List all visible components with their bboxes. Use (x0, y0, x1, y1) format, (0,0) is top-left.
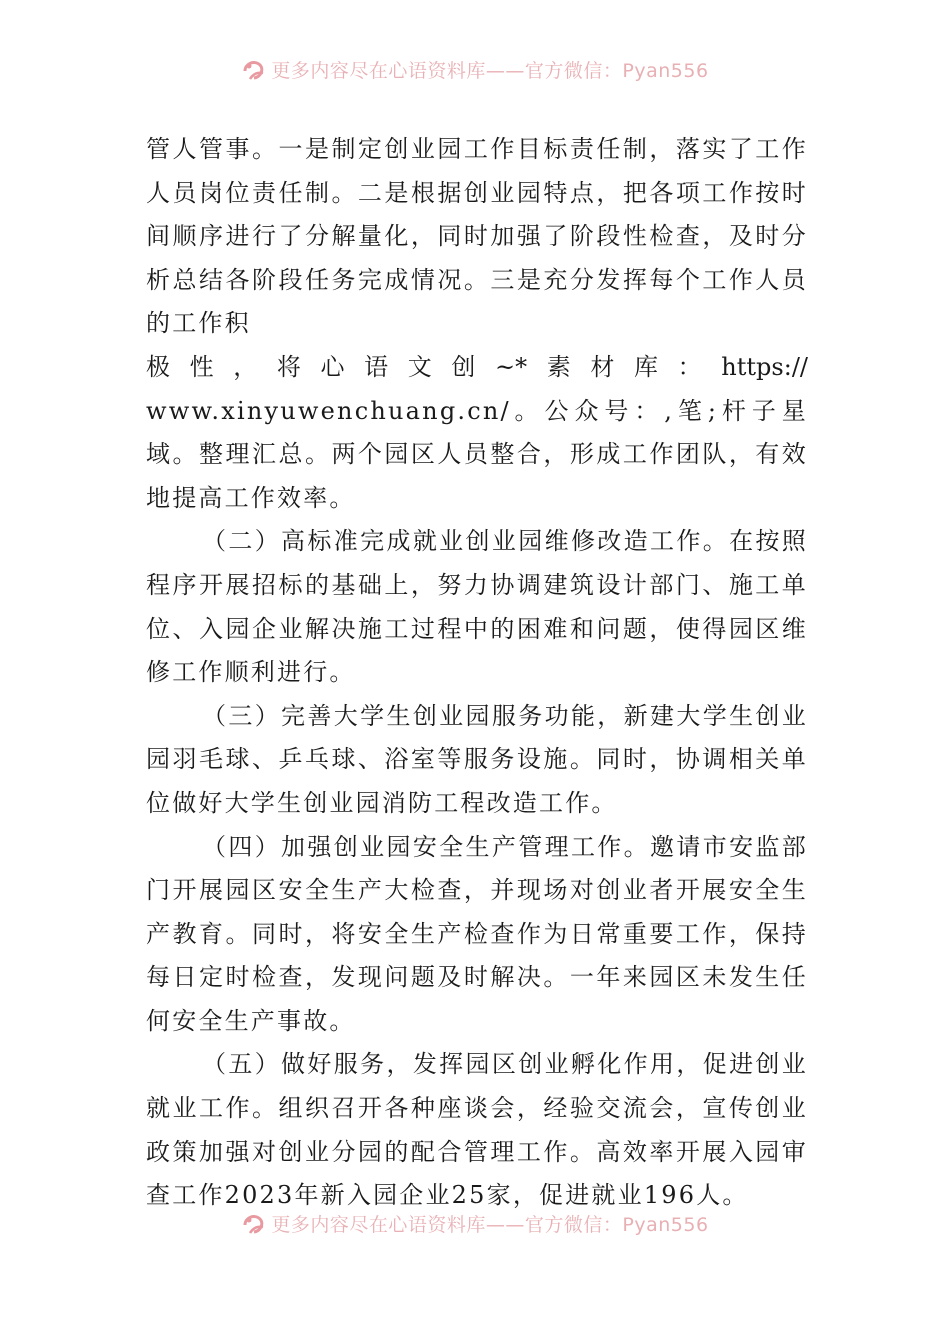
paragraph-2: （二）高标准完成就业创业园维修改造工作。在按照程序开展招标的基础上，努力协调建筑设计部门、施工单位、入园企业解决施工过程中的困难和问题，使得园区维修工作顺利进行。 (146, 527, 808, 687)
logo-icon (241, 57, 267, 83)
paragraph-3: （三）完善大学生创业园服务功能，新建大学生创业园羽毛球、乒乓球、浴室等服务设施。同时，协调相关单位做好大学生创业园消防工程改造工作。 (146, 701, 808, 817)
paragraph-1-start: 管人管事。一是制定创业园工作目标责任制，落实了工作人员岗位责任制。二是根据创业园特点，把各项工作按时间顺序进行了分解量化，同时加强了阶段性检查，及时分析总结各阶段任务完成情况。三是充分发挥每个工作人员的工作积 (146, 135, 808, 338)
footer-watermark (0, 1210, 950, 1237)
paragraph-1-end: www.xinyuwenchuang.cn/。公众号：,笔;杆子星域。整理汇总。两个园区人员整合，形成工作团队，有效地提高工作效率。 (146, 396, 808, 512)
paragraph-5: （五）做好服务，发挥园区创业孵化作用，促进创业就业工作。组织召开各种座谈会，经验交流会，宣传创业政策加强对创业分园的配合管理工作。高效率开展入园审查工作2023年新入园企业25家，促进就业196人。 (146, 1050, 808, 1210)
paragraph-4: （四）加强创业园安全生产管理工作。邀请市安监部门开展园区安全生产大检查，并现场对创业者开展安全生产教育。同时，将安全生产检查作为日常重要工作，保持每日定时检查，发现问题及时解决。一年来园区未发生任何安全生产事故。 (146, 832, 808, 1035)
header-watermark (0, 56, 950, 83)
paragraph-1-spread-line: 极性，将心语文创~*素材库：https:// (146, 352, 808, 381)
watermark-text: 更多内容尽在心语资料库——官方微信：Pyan556 (271, 1214, 709, 1236)
logo-icon (241, 1211, 267, 1237)
watermark-text: 更多内容尽在心语资料库——官方微信：Pyan556 (271, 60, 709, 82)
document-body (146, 128, 808, 1218)
